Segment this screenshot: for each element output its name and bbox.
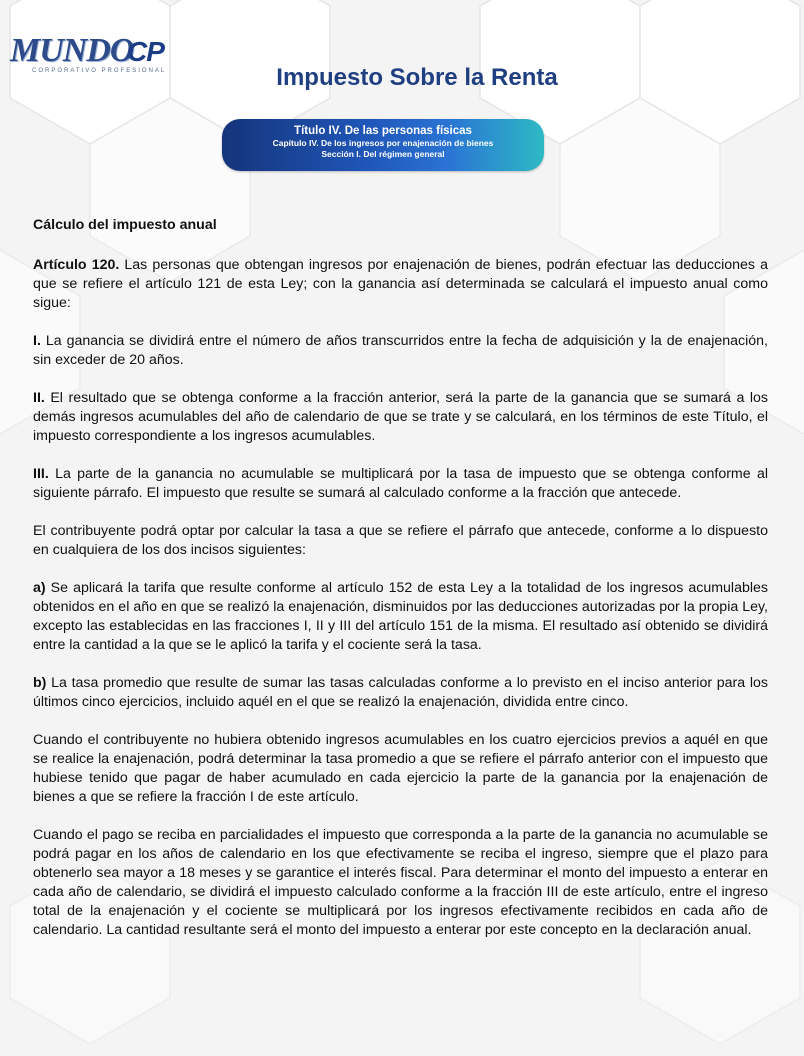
paragraph-fraction-ii	[33, 389, 768, 446]
paragraph-text: Cuando el pago se reciba en parcialidades el impuesto que corresponda a la parte de la ganancia no acumulable se podrá pagar en los años de calendario en los que efectivamente se reciba el ingreso, siempre que el plazo para obtenerlo sea mayor a 18 meses y se garantice el interés fiscal. Para determinar el monto del impuesto a enterar en cada año de calendario, se dividirá el impuesto calculado conforme a la fracción III de este artículo, entre el ingreso total de la enajenación y el cociente se multiplicará por los ingresos efectivamente recibidos en cada año de calendario. La cantidad resultante será el monto del impuesto a enterar por este concepto en la declaración anual.	[33, 827, 768, 938]
article-content	[33, 216, 768, 959]
paragraph-inciso-a	[33, 579, 768, 655]
paragraph-label: a)	[33, 580, 46, 596]
paragraph-text: La ganancia se dividirá entre el número de años transcurridos entre la fecha de adquisición y la de enajenación, sin exceder de 20 años.	[33, 333, 768, 368]
page-title-text: Impuesto Sobre la Renta	[276, 64, 558, 91]
paragraph-text: Se aplicará la tarifa que resulte conforme al artículo 152 de esta Ley a la totalidad de los ingresos acumulables obtenidos en el año en que se realizó la enajenación, disminuidos por las deducciones autorizadas por la propia Ley, excepto las establecidas en las fracciones I, II y III del artículo 151 de la misma. El resultado así obtenido se dividirá entre la cantidad a la que se le aplicó la tarifa y el cociente será la tasa.	[33, 580, 768, 653]
banner-title: Título IV. De las personas físicas	[294, 125, 472, 137]
paragraph-text: Las personas que obtengan ingresos por enajenación de bienes, podrán efectuar las deducciones a que se refiere el artículo 121 de esta Ley; con la ganancia así determinada se calculará el impuesto anual como sigue:	[33, 257, 768, 311]
paragraph-fraction-iii	[33, 465, 768, 503]
section-heading: Cálculo del impuesto anual	[33, 217, 217, 233]
logo-subtitle: CORPORATIVO PROFESIONAL	[32, 68, 167, 74]
paragraph-text: Cuando el contribuyente no hubiera obtenido ingresos acumulables en los cuatro ejercicios previos a aquél en que se realice la enajenación, podrá determinar la tasa promedio a que se refiere el párrafo anterior con el impuesto que hubiese tenido que pagar de haber acumulado en cada ejercicio la parte de la ganancia por la enajenación de bienes a que se refiere la fracción I de este artículo.	[33, 732, 768, 805]
paragraph-text: La tasa promedio que resulte de sumar las tasas calculadas conforme a lo previsto en el inciso anterior para los últimos cinco ejercicios, incluido aquél en el que se realizó la enajenación, dividida entre cinco.	[33, 675, 768, 710]
paragraph-label: b)	[33, 675, 47, 691]
paragraph-fraction-i	[33, 332, 768, 370]
page-title	[0, 64, 804, 92]
paragraph-label: Artículo 120.	[33, 257, 120, 273]
logo-mundo-text: MUNDO	[10, 32, 134, 69]
banner-section: Sección I. Del régimen general	[321, 149, 445, 159]
paragraph-text: El contribuyente podrá optar por calcular la tasa a que se refiere el párrafo que antecede, conforme a lo dispuesto en cualquiera de los dos incisos siguientes:	[33, 523, 768, 558]
paragraph-label: III.	[33, 466, 49, 482]
section-banner	[222, 119, 544, 171]
paragraph-article-120	[33, 256, 768, 313]
paragraph-no-income	[33, 731, 768, 807]
paragraph-installments	[33, 826, 768, 940]
paragraph-label: I.	[33, 333, 41, 349]
paragraph-text: La parte de la ganancia no acumulable se multiplicará por la tasa de impuesto que se obtenga conforme al siguiente párrafo. El impuesto que resulte se sumará al calculado conforme a la fracción que antecede.	[33, 466, 768, 501]
paragraph-text: El resultado que se obtenga conforme a la fracción anterior, será la parte de la ganancia que se sumará a los demás ingresos acumulables del año de calendario de que se trate y se calculará, en los términos de este Título, el impuesto correspondiente a los ingresos acumulables.	[33, 390, 768, 444]
paragraph-inciso-b	[33, 674, 768, 712]
banner-chapter: Capítulo IV. De los ingresos por enajenación de bienes	[272, 138, 494, 148]
paragraph-label: II.	[33, 390, 45, 406]
paragraph-option	[33, 522, 768, 560]
logo-cp-text: CP	[127, 36, 164, 67]
